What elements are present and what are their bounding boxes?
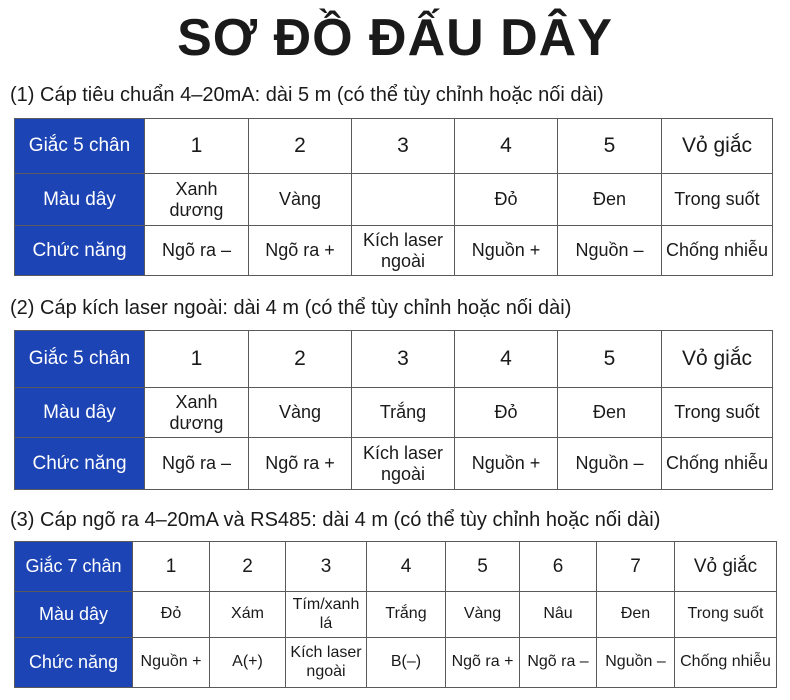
pin-cell: 3 bbox=[352, 331, 455, 388]
color-cell: Đen bbox=[558, 174, 662, 226]
color-cell: Đỏ bbox=[455, 388, 558, 438]
pin-cell: 6 bbox=[520, 542, 597, 592]
color-cell: Trong suốt bbox=[675, 592, 777, 638]
section-1-caption: (1) Cáp tiêu chuẩn 4–20mA: dài 5 m (có thể tùy chỉnh hoặc nối dài) bbox=[10, 84, 604, 106]
pin-cell: 1 bbox=[145, 119, 249, 174]
function-cell: Nguồn – bbox=[558, 438, 662, 490]
function-cell: Nguồn + bbox=[455, 438, 558, 490]
pin-row bbox=[15, 331, 773, 388]
color-cell: Đen bbox=[597, 592, 675, 638]
function-cell: Chống nhiễu bbox=[675, 638, 777, 688]
pin-cell: 2 bbox=[249, 119, 352, 174]
function-cell: Ngõ ra – bbox=[145, 438, 249, 490]
function-label: Chức năng bbox=[15, 638, 133, 688]
function-cell: Ngõ ra – bbox=[520, 638, 597, 688]
function-cell: A(+) bbox=[210, 638, 286, 688]
color-cell: Xanh dương bbox=[145, 174, 249, 226]
function-cell: Ngõ ra + bbox=[446, 638, 520, 688]
color-cell: Đen bbox=[558, 388, 662, 438]
color-cell: Đỏ bbox=[133, 592, 210, 638]
pin-cell: 3 bbox=[286, 542, 367, 592]
color-cell: Xanh dương bbox=[145, 388, 249, 438]
pin-cell: 5 bbox=[558, 119, 662, 174]
connector-label: Giắc 5 chân bbox=[15, 331, 145, 388]
wiring-table-2 bbox=[14, 330, 773, 490]
pin-row bbox=[15, 119, 773, 174]
wiring-table-1 bbox=[14, 118, 773, 276]
pin-cell: 4 bbox=[455, 331, 558, 388]
function-cell: Chống nhiễu bbox=[662, 438, 773, 490]
function-cell: Kích laser ngoài bbox=[352, 226, 455, 276]
function-label: Chức năng bbox=[15, 438, 145, 490]
color-cell: Vàng bbox=[249, 174, 352, 226]
color-cell: Đỏ bbox=[455, 174, 558, 226]
color-row bbox=[15, 388, 773, 438]
color-label: Màu dây bbox=[15, 174, 145, 226]
function-cell: Ngõ ra + bbox=[249, 226, 352, 276]
function-row bbox=[15, 438, 773, 490]
pin-cell: 1 bbox=[133, 542, 210, 592]
pin-cell: 4 bbox=[455, 119, 558, 174]
function-row bbox=[15, 638, 777, 688]
color-row bbox=[15, 592, 777, 638]
pin-cell: 4 bbox=[367, 542, 446, 592]
pin-cell: 2 bbox=[249, 331, 352, 388]
function-cell: Nguồn – bbox=[558, 226, 662, 276]
pin-cell: 1 bbox=[145, 331, 249, 388]
pin-cell: 3 bbox=[352, 119, 455, 174]
color-label: Màu dây bbox=[15, 592, 133, 638]
wiring-table-3 bbox=[14, 541, 777, 688]
color-cell: Trắng bbox=[367, 592, 446, 638]
function-cell: Nguồn – bbox=[597, 638, 675, 688]
pin-cell: Vỏ giắc bbox=[662, 331, 773, 388]
color-cell: Trắng bbox=[352, 388, 455, 438]
pin-cell: 2 bbox=[210, 542, 286, 592]
function-label: Chức năng bbox=[15, 226, 145, 276]
function-row bbox=[15, 226, 773, 276]
color-cell: Xám bbox=[210, 592, 286, 638]
color-cell: Tím/xanh lá bbox=[286, 592, 367, 638]
function-cell: Kích laser ngoài bbox=[352, 438, 455, 490]
function-cell: Chống nhiễu bbox=[662, 226, 773, 276]
pin-cell: 5 bbox=[446, 542, 520, 592]
pin-cell: 7 bbox=[597, 542, 675, 592]
section-3-caption: (3) Cáp ngõ ra 4–20mA và RS485: dài 4 m (có thể tùy chỉnh hoặc nối dài) bbox=[10, 509, 661, 531]
pin-cell: 5 bbox=[558, 331, 662, 388]
connector-label: Giắc 7 chân bbox=[15, 542, 133, 592]
function-cell: Nguồn + bbox=[455, 226, 558, 276]
function-cell: Ngõ ra + bbox=[249, 438, 352, 490]
function-cell: Nguồn + bbox=[133, 638, 210, 688]
connector-label: Giắc 5 chân bbox=[15, 119, 145, 174]
color-cell bbox=[352, 174, 455, 226]
pin-cell: Vỏ giắc bbox=[675, 542, 777, 592]
pin-cell: Vỏ giắc bbox=[662, 119, 773, 174]
function-cell: Kích laser ngoài bbox=[286, 638, 367, 688]
color-cell: Vàng bbox=[446, 592, 520, 638]
color-cell: Vàng bbox=[249, 388, 352, 438]
color-row bbox=[15, 174, 773, 226]
color-cell: Trong suốt bbox=[662, 388, 773, 438]
pin-row bbox=[15, 542, 777, 592]
color-cell: Nâu bbox=[520, 592, 597, 638]
function-cell: B(–) bbox=[367, 638, 446, 688]
page-title: SƠ ĐỒ ĐẤU DÂY bbox=[177, 9, 613, 67]
section-2-caption: (2) Cáp kích laser ngoài: dài 4 m (có thể tùy chỉnh hoặc nối dài) bbox=[10, 297, 572, 319]
function-cell: Ngõ ra – bbox=[145, 226, 249, 276]
color-cell: Trong suốt bbox=[662, 174, 773, 226]
color-label: Màu dây bbox=[15, 388, 145, 438]
